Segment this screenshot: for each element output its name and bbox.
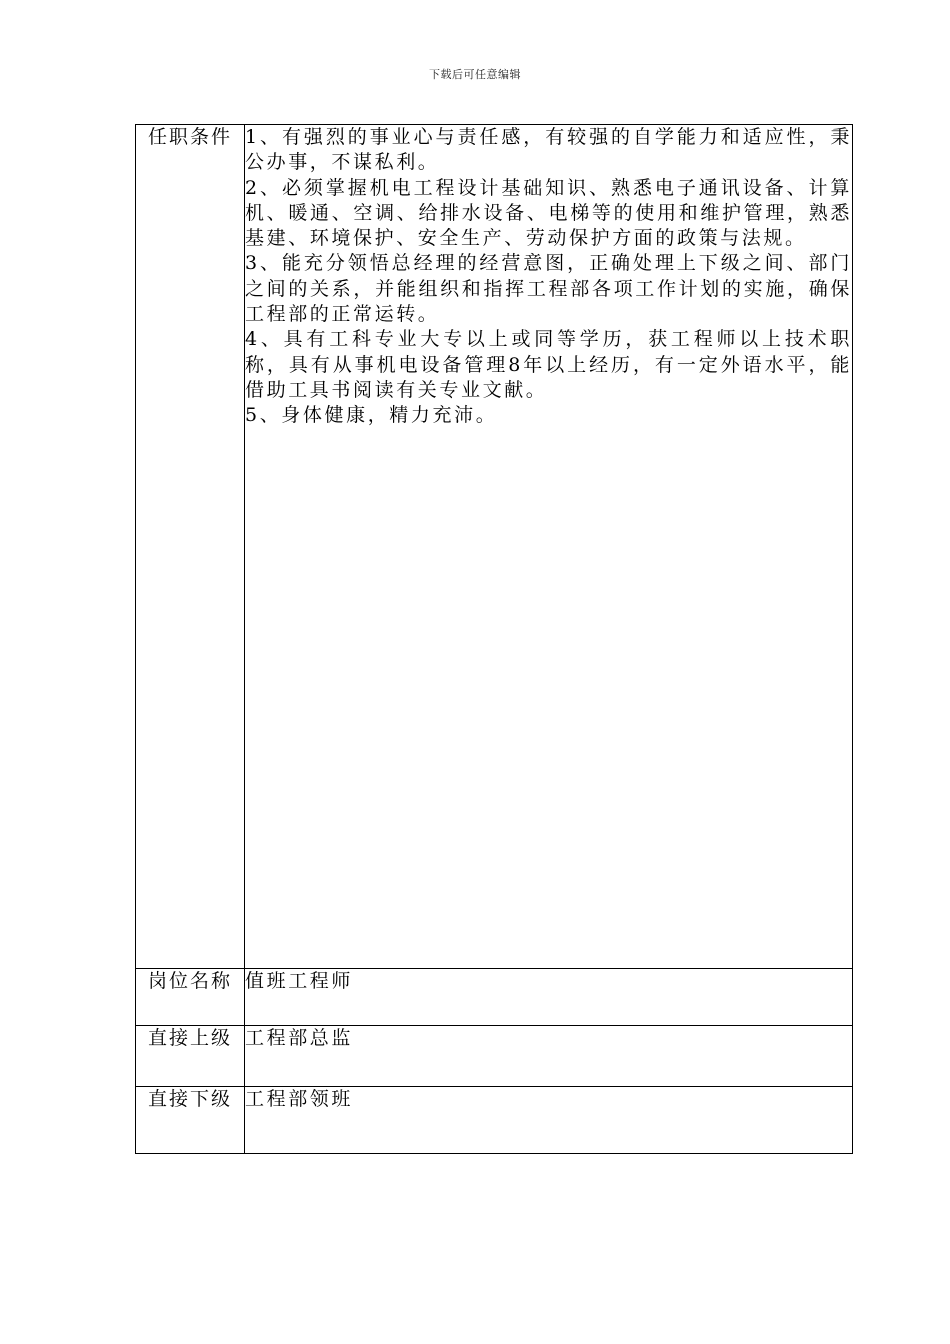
supervisor-value-cell[interactable] [245,1026,853,1087]
requirement-item-1: 1、有强烈的事业心与责任感，有较强的自学能力和适应性，秉公办事，不谋私利。 [245,126,852,174]
position-value: 值班工程师 [245,970,354,992]
table-row-requirements [136,125,853,969]
subordinate-value-cell[interactable] [245,1087,853,1154]
table-row-subordinate [136,1087,853,1154]
page-header-note: 下载后可任意编辑 [429,68,521,81]
requirement-item-4: 4、具有工科专业大专以上或同等学历，获工程师以上技术职称，具有从事机电设备管理8年以上经历，有一定外语水平，能借助工具书阅读有关专业文献。 [245,328,852,401]
supervisor-value: 工程部总监 [245,1027,354,1049]
position-value-cell[interactable] [245,969,853,1026]
requirement-item-3: 3、能充分领悟总经理的经营意图，正确处理上下级之间、部门之间的关系，并能组织和指挥工程部各项工作计划的实施，确保工程部的正常运转。 [245,252,852,326]
subordinate-value: 工程部领班 [245,1088,354,1110]
requirement-item-2: 2、必须掌握机电工程设计基础知识、熟悉电子通讯设备、计算机、暖通、空调、给排水设备、电梯等的使用和维护管理，熟悉基建、环境保护、安全生产、劳动保护方面的政策与法规。 [245,176,852,250]
requirement-item-5: 5、身体健康，精力充沛。 [245,404,498,427]
supervisor-label: 直接上级 [136,1026,245,1087]
table-row-supervisor [136,1026,853,1087]
requirements-label: 任职条件 [136,125,245,969]
position-label: 岗位名称 [136,969,245,1026]
table-row-position [136,969,853,1026]
requirements-content[interactable] [245,125,853,969]
job-description-table [135,124,853,1154]
subordinate-label: 直接下级 [136,1087,245,1154]
